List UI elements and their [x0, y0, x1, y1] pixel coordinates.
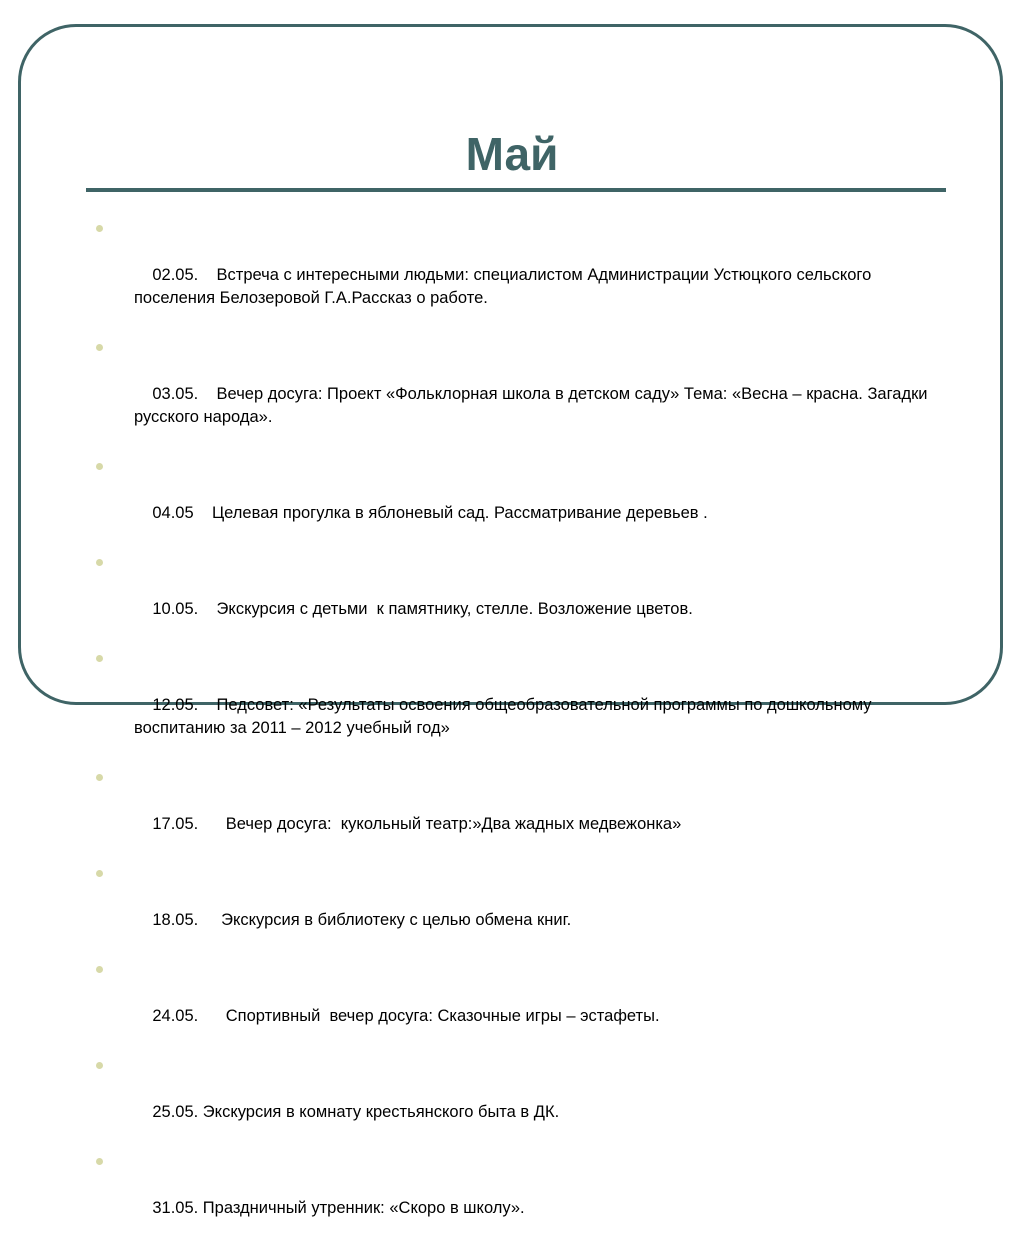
bullet-icon	[96, 655, 103, 662]
list-item	[96, 456, 946, 548]
event-list	[96, 218, 946, 1247]
bullet-icon	[96, 559, 103, 566]
bullet-icon	[96, 463, 103, 470]
bullet-icon	[96, 870, 103, 877]
list-item-text: 18.05. Экскурсия в библиотеку с целью обмена книг.	[152, 911, 572, 929]
bullet-icon	[96, 344, 103, 351]
list-item	[96, 1055, 946, 1147]
list-item	[96, 959, 946, 1051]
list-item-text: 02.05. Встреча с интересными людьми: специалистом Администрации Устюцкого сельского поселения Белозеровой Г.А.Рассказ о работе.	[134, 266, 876, 307]
list-item-text: 03.05. Вечер досуга: Проект «Фольклорная школа в детском саду» Тема: «Весна – красна. Загадки русского народа».	[134, 385, 933, 426]
slide-title: Май	[465, 128, 559, 180]
title-divider	[86, 188, 946, 192]
bullet-icon	[96, 225, 103, 232]
bullet-icon	[96, 774, 103, 781]
list-item-text: 17.05. Вечер досуга: кукольный театр:»Два жадных медвежонка»	[152, 815, 682, 833]
list-item	[96, 648, 946, 763]
list-item	[96, 863, 946, 955]
list-item	[96, 1151, 946, 1243]
list-item-text: 25.05. Экскурсия в комнату крестьянского быта в ДК.	[152, 1103, 560, 1121]
list-item-text: 31.05. Праздничный утренник: «Скоро в школу».	[152, 1199, 525, 1217]
list-item	[96, 767, 946, 859]
list-item	[96, 337, 946, 452]
list-item-text: 24.05. Спортивный вечер досуга: Сказочные игры – эстафеты.	[152, 1007, 660, 1025]
bullet-icon	[96, 1158, 103, 1165]
list-item-text: 04.05 Целевая прогулка в яблоневый сад. Рассматривание деревьев .	[152, 504, 708, 522]
bullet-icon	[96, 1062, 103, 1069]
bullet-icon	[96, 966, 103, 973]
list-item-text: 12.05. Педсовет: «Результаты освоения общеобразовательной программы по дошкольному воспитанию за 2011 – 2012 учебный год»	[134, 696, 877, 737]
list-item-text: 10.05. Экскурсия с детьми к памятнику, стелле. Возложение цветов.	[152, 600, 693, 618]
list-item	[96, 218, 946, 333]
list-item	[96, 552, 946, 644]
